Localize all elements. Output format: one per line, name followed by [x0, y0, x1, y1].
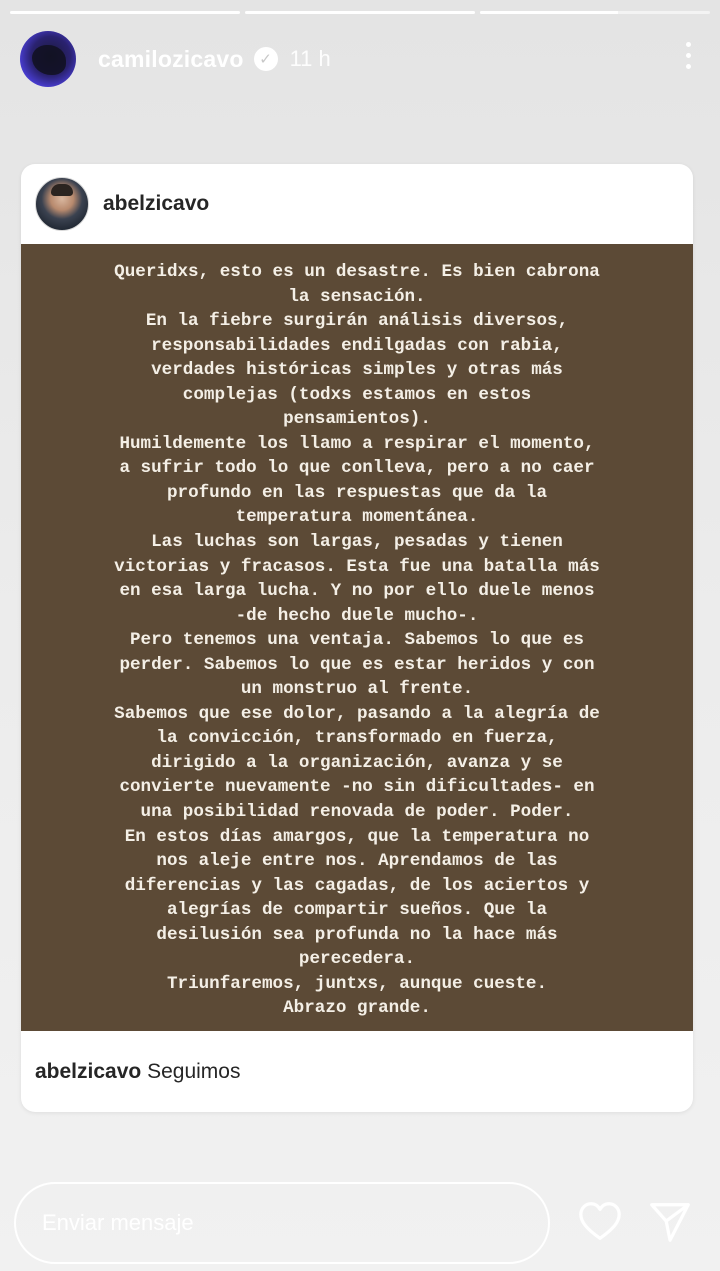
post-text-line: verdades históricas simples y otras más — [151, 360, 563, 381]
post-text-line: -de hecho duele mucho-. — [235, 605, 479, 626]
post-image — [21, 244, 693, 1031]
story-header — [20, 30, 700, 88]
shared-post-header — [21, 164, 693, 244]
post-author-username[interactable]: abelzicavo — [103, 192, 210, 215]
post-text-line: nos aleje entre nos. Aprendamos de las — [156, 851, 558, 872]
post-text-line: una posibilidad renovada de poder. Poder. — [140, 802, 574, 823]
post-text-line: temperatura momentánea. — [235, 507, 479, 528]
post-text-line: perder. Sabemos lo que es estar heridos y con — [119, 654, 595, 675]
send-icon[interactable] — [647, 1199, 693, 1245]
story-progress-bar — [10, 11, 710, 14]
avatar[interactable] — [20, 31, 76, 87]
post-text-line: desilusión sea profunda no la hace más — [156, 924, 558, 945]
post-text-line: un monstruo al frente. — [240, 679, 474, 700]
post-text-line: la convicción, transformado en fuerza, — [156, 728, 558, 749]
post-text-line: dirigido a la organización, avanza y se — [151, 752, 563, 773]
post-text-line: pensamientos). — [283, 409, 431, 430]
post-text-line: Humildemente los llamo a respirar el momento, — [119, 433, 595, 454]
post-text-line: Triunfaremos, juntxs, aunque cueste. — [166, 973, 548, 994]
caption-text: Seguimos — [147, 1060, 241, 1083]
post-text-line: complejas (todxs estamos en estos — [182, 384, 532, 405]
progress-segment — [245, 11, 475, 14]
story-reply-bar — [14, 1181, 706, 1265]
post-text-line: En la fiebre surgirán análisis diversos, — [145, 311, 569, 332]
caption-username[interactable]: abelzicavo — [35, 1060, 142, 1083]
progress-fill — [480, 11, 618, 14]
post-text-line: Las luchas son largas, pesadas y tienen — [151, 532, 563, 553]
post-author-avatar[interactable] — [35, 177, 89, 231]
progress-fill — [10, 11, 240, 14]
post-text-line: Pero tenemos una ventaja. Sabemos lo que es — [130, 630, 584, 651]
progress-segment — [10, 11, 240, 14]
post-text-line: en esa larga lucha. Y no por ello duele menos — [119, 581, 595, 602]
send-message-input[interactable] — [14, 1182, 550, 1264]
post-text-line: perecedera. — [298, 949, 416, 970]
heart-icon[interactable] — [577, 1199, 623, 1245]
post-text-line: Sabemos que ese dolor, pasando a la alegría de — [114, 703, 600, 724]
progress-fill — [245, 11, 475, 14]
post-text-line: a sufrir todo lo que conlleva, pero a no caer — [119, 458, 595, 479]
story-username[interactable]: camilozicavo — [98, 45, 244, 72]
post-caption — [35, 1060, 240, 1084]
verified-badge-icon: ✓ — [254, 47, 278, 71]
more-options-icon[interactable] — [682, 42, 694, 69]
post-text-line: Queridxs, esto es un desastre. Es bien cabrona — [114, 262, 600, 282]
post-text-line: la sensación. — [288, 286, 426, 307]
post-image-text — [37, 260, 677, 1021]
post-text-line: convierte nuevamente -no sin dificultades- en — [119, 777, 595, 798]
post-text-line: alegrías de compartir sueños. Que la — [166, 900, 548, 921]
post-text-line: Abrazo grande. — [283, 998, 431, 1019]
post-text-line: En estos días amargos, que la temperatura no — [124, 826, 590, 847]
story-timestamp: 11 h — [289, 46, 331, 71]
progress-segment — [480, 11, 710, 14]
post-text-line: responsabilidades endilgadas con rabia, — [151, 335, 563, 356]
shared-post-card[interactable] — [21, 164, 693, 1112]
post-text-line: profundo en las respuestas que da la — [166, 482, 548, 503]
post-text-line: diferencias y las cagadas, de los aciertos y — [124, 875, 590, 896]
post-text-line: victorias y fracasos. Esta fue una batalla más — [114, 556, 600, 577]
